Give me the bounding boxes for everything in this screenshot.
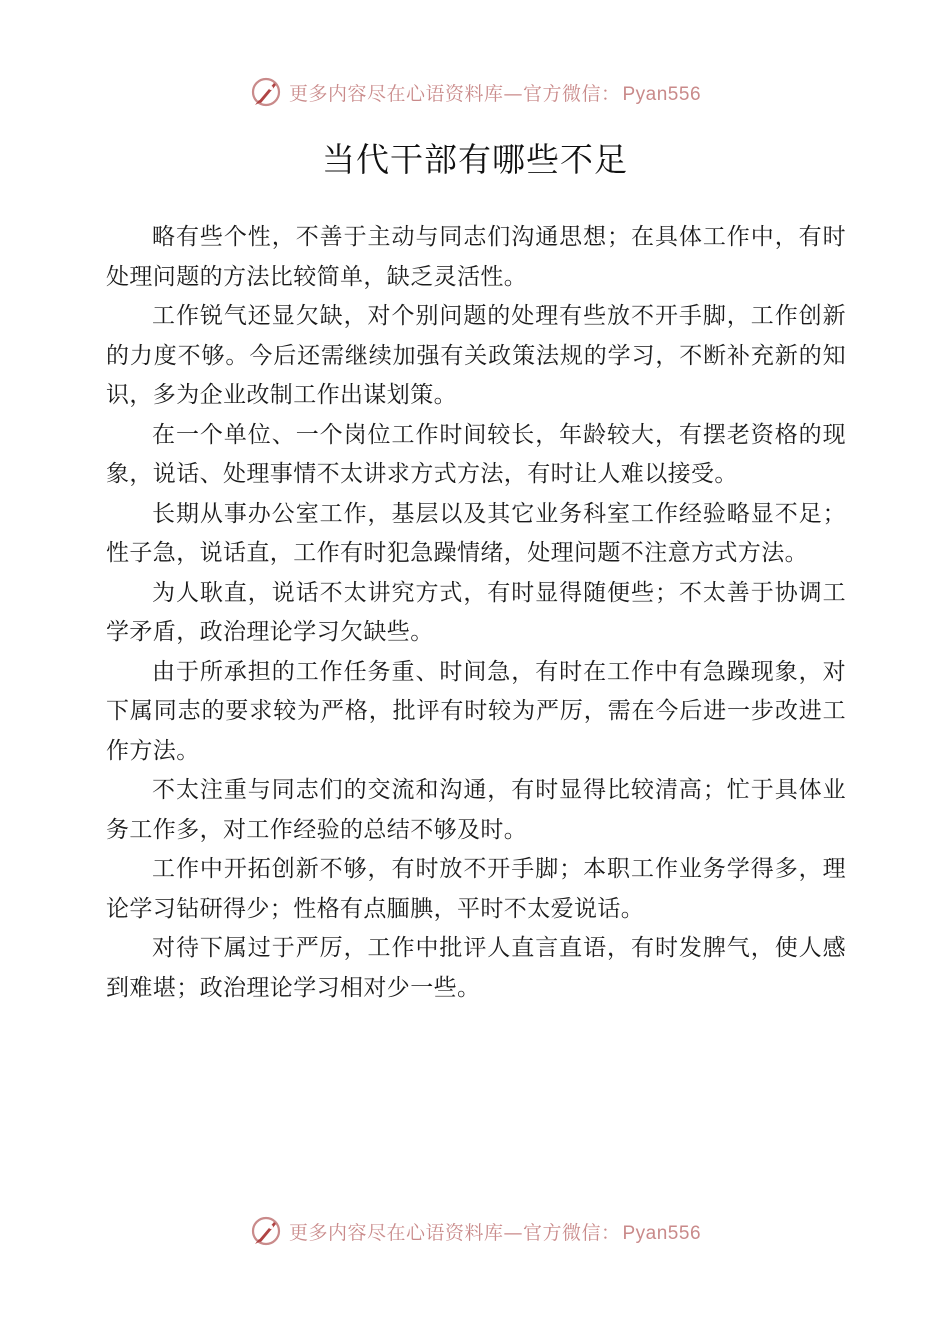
banner-wechat-label: 官方微信： [522,1221,621,1244]
paragraph: 工作中开拓创新不够，有时放不开手脚；本职工作业务学得多，理论学习钻研得少；性格有点腼腆，平时不太爱说话。 [106,856,846,922]
paragraph: 对待下属过于严厉，工作中批评人直言直语，有时发脾气，使人感到难堪；政治理论学习相对少一些。 [106,935,846,1001]
quill-pen-logo-icon [249,1214,283,1248]
quill-pen-logo-icon [249,75,283,109]
footer-banner [0,1211,950,1251]
paragraph: 长期从事办公室工作，基层以及其它业务科室工作经验略显不足；性子急，说话直，工作有时犯急躁情绪，处理问题不注意方式方法。 [106,500,846,566]
document-title: 当代干部有哪些不足 [322,140,628,179]
paragraph: 由于所承担的工作任务重、时间急，有时在工作中有急躁现象，对下属同志的要求较为严格，批评有时较为严厉，需在今后进一步改进工作方法。 [106,658,846,764]
banner-text [289,1218,701,1245]
header-banner [0,72,950,112]
paragraph: 略有些个性，不善于主动与同志们沟通思想；在具体工作中，有时处理问题的方法比较简单，缺乏灵活性。 [106,224,846,290]
banner-wechat-id: Pyan556 [622,83,702,105]
banner-dash: — [503,1221,523,1244]
paragraph: 在一个单位、一个岗位工作时间较长，年龄较大，有摆老资格的现象，说话、处理事情不太讲求方式方法，有时让人难以接受。 [106,421,846,487]
banner-site-name: 更多内容尽在心语资料库 [288,1221,504,1244]
paragraph: 工作锐气还显欠缺，对个别问题的处理有些放不开手脚，工作创新的力度不够。今后还需继续加强有关政策法规的学习，不断补充新的知识，多为企业改制工作出谋划策。 [106,303,846,408]
banner-site-name: 更多内容尽在心语资料库 [288,82,504,105]
paragraph: 为人耿直，说话不太讲究方式，有时显得随便些；不太善于协调工学矛盾，政治理论学习欠缺些。 [106,579,846,645]
paragraph: 不太注重与同志们的交流和沟通，有时显得比较清高；忙于具体业务工作多，对工作经验的总结不够及时。 [106,777,846,843]
document-body [106,218,846,1008]
banner-wechat-label: 官方微信： [522,82,621,105]
banner-dash: — [503,82,523,105]
banner-wechat-id: Pyan556 [622,1222,702,1244]
banner-text [289,79,701,106]
